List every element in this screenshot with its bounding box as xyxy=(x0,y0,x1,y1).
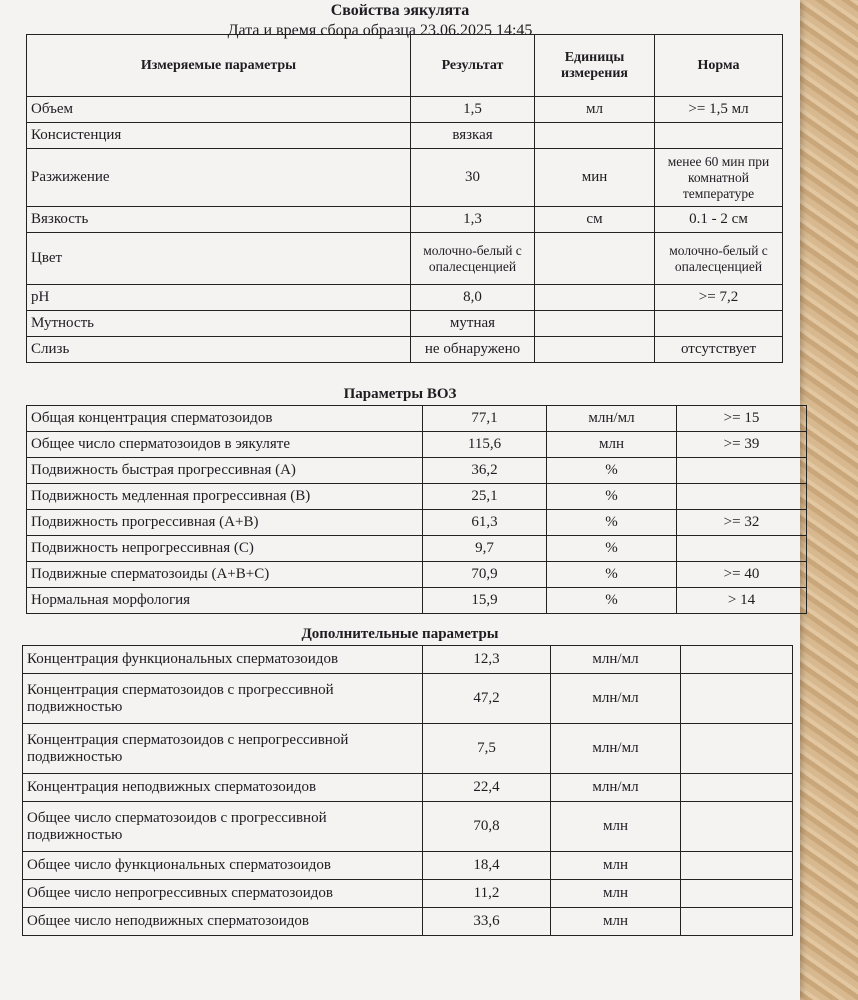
extra-row xyxy=(23,908,793,936)
result-cell: 70,9 xyxy=(423,562,547,588)
header-units: Единицы измерения xyxy=(535,35,655,97)
param-cell: Подвижность быстрая прогрессивная (A) xyxy=(27,458,423,484)
param-cell: Мутность xyxy=(27,311,411,337)
units-cell: % xyxy=(547,562,677,588)
param-cell: Подвижность медленная прогрессивная (B) xyxy=(27,484,423,510)
properties-table xyxy=(26,34,783,363)
result-cell: молочно-белый с опалесценцией xyxy=(411,233,535,285)
result-cell: 11,2 xyxy=(423,880,551,908)
param-cell: Общее число функциональных сперматозоидов xyxy=(23,852,423,880)
units-cell: млн/мл xyxy=(551,724,681,774)
norm-cell: >= 32 xyxy=(677,510,807,536)
property-row xyxy=(27,233,783,285)
extra-row xyxy=(23,774,793,802)
result-cell: 25,1 xyxy=(423,484,547,510)
who-row xyxy=(27,510,807,536)
units-cell: % xyxy=(547,458,677,484)
extra-row xyxy=(23,724,793,774)
extra-table xyxy=(22,645,793,936)
units-cell xyxy=(535,233,655,285)
param-cell: Разжижение xyxy=(27,149,411,207)
result-cell: 12,3 xyxy=(423,646,551,674)
units-cell: % xyxy=(547,484,677,510)
units-cell xyxy=(535,311,655,337)
extra-section-title: Дополнительные параметры xyxy=(301,626,499,642)
who-row xyxy=(27,588,807,614)
units-cell: % xyxy=(547,588,677,614)
property-row xyxy=(27,123,783,149)
param-cell: Концентрация функциональных сперматозоидов xyxy=(23,646,423,674)
result-cell: 1,3 xyxy=(411,207,535,233)
extra-row xyxy=(23,802,793,852)
norm-cell xyxy=(677,484,807,510)
units-cell: млн xyxy=(547,432,677,458)
result-cell: 47,2 xyxy=(423,674,551,724)
norm-cell xyxy=(681,802,793,852)
norm-cell xyxy=(681,724,793,774)
param-cell: Концентрация сперматозоидов с прогрессивной подвижностью xyxy=(23,674,423,724)
property-row xyxy=(27,337,783,363)
who-row xyxy=(27,484,807,510)
extra-row xyxy=(23,880,793,908)
units-cell: млн xyxy=(551,852,681,880)
norm-cell: >= 7,2 xyxy=(655,285,783,311)
who-row xyxy=(27,432,807,458)
param-cell: Цвет xyxy=(27,233,411,285)
param-cell: Общая концентрация сперматозоидов xyxy=(27,406,423,432)
result-cell: 7,5 xyxy=(423,724,551,774)
norm-cell xyxy=(677,536,807,562)
header-norm: Норма xyxy=(655,35,783,97)
who-row xyxy=(27,458,807,484)
property-row xyxy=(27,97,783,123)
norm-cell: 0.1 - 2 см xyxy=(655,207,783,233)
who-row xyxy=(27,536,807,562)
result-cell: 9,7 xyxy=(423,536,547,562)
result-cell: 61,3 xyxy=(423,510,547,536)
property-row xyxy=(27,149,783,207)
param-cell: Подвижные сперматозоиды (A+B+C) xyxy=(27,562,423,588)
result-cell: 30 xyxy=(411,149,535,207)
norm-cell: >= 40 xyxy=(677,562,807,588)
units-cell: мин xyxy=(535,149,655,207)
header-param: Измеряемые параметры xyxy=(27,35,411,97)
param-cell: Нормальная морфология xyxy=(27,588,423,614)
norm-cell xyxy=(681,646,793,674)
norm-cell xyxy=(681,908,793,936)
units-cell: млн/мл xyxy=(551,674,681,724)
norm-cell xyxy=(681,774,793,802)
result-cell: 15,9 xyxy=(423,588,547,614)
units-cell: млн xyxy=(551,802,681,852)
norm-cell: >= 15 xyxy=(677,406,807,432)
result-cell: 36,2 xyxy=(423,458,547,484)
result-cell: 22,4 xyxy=(423,774,551,802)
report-title: Свойства эякулята xyxy=(330,2,470,19)
result-cell: 77,1 xyxy=(423,406,547,432)
param-cell: Концентрация неподвижных сперматозоидов xyxy=(23,774,423,802)
param-cell: Объем xyxy=(27,97,411,123)
property-row xyxy=(27,311,783,337)
result-cell: 8,0 xyxy=(411,285,535,311)
units-cell: млн xyxy=(551,880,681,908)
result-cell: 1,5 xyxy=(411,97,535,123)
param-cell: Подвижность непрогрессивная (C) xyxy=(27,536,423,562)
result-cell: 33,6 xyxy=(423,908,551,936)
norm-cell: >= 39 xyxy=(677,432,807,458)
norm-cell: молочно-белый с опалесценцией xyxy=(655,233,783,285)
param-cell: pH xyxy=(27,285,411,311)
result-cell: вязкая xyxy=(411,123,535,149)
sample-datetime: Дата и время сбора образца 23.06.2025 14:45 xyxy=(227,22,533,39)
norm-cell: > 14 xyxy=(677,588,807,614)
norm-cell: отсутствует xyxy=(655,337,783,363)
units-cell xyxy=(535,285,655,311)
param-cell: Общее число сперматозоидов с прогрессивной подвижностью xyxy=(23,802,423,852)
norm-cell xyxy=(655,311,783,337)
units-cell: млн/мл xyxy=(551,774,681,802)
result-cell: 70,8 xyxy=(423,802,551,852)
units-cell: млн xyxy=(551,908,681,936)
header-result: Результат xyxy=(411,35,535,97)
units-cell xyxy=(535,337,655,363)
norm-cell xyxy=(681,880,793,908)
norm-cell: >= 1,5 мл xyxy=(655,97,783,123)
norm-cell xyxy=(655,123,783,149)
norm-cell xyxy=(681,852,793,880)
param-cell: Общее число неподвижных сперматозоидов xyxy=(23,908,423,936)
param-cell: Вязкость xyxy=(27,207,411,233)
param-cell: Общее число сперматозоидов в эякуляте xyxy=(27,432,423,458)
units-cell: млн/мл xyxy=(551,646,681,674)
param-cell: Общее число непрогрессивных сперматозоидов xyxy=(23,880,423,908)
param-cell: Консистенция xyxy=(27,123,411,149)
who-row xyxy=(27,406,807,432)
result-cell: 18,4 xyxy=(423,852,551,880)
result-cell: 115,6 xyxy=(423,432,547,458)
param-cell: Слизь xyxy=(27,337,411,363)
property-row xyxy=(27,207,783,233)
param-cell: Подвижность прогрессивная (A+B) xyxy=(27,510,423,536)
units-cell: см xyxy=(535,207,655,233)
who-section-title: Параметры ВОЗ xyxy=(343,386,457,402)
units-cell xyxy=(535,123,655,149)
units-cell: % xyxy=(547,536,677,562)
units-cell: % xyxy=(547,510,677,536)
norm-cell: менее 60 мин при комнатной температуре xyxy=(655,149,783,207)
result-cell: не обнаружено xyxy=(411,337,535,363)
who-table xyxy=(26,405,807,614)
extra-row xyxy=(23,646,793,674)
units-cell: мл xyxy=(535,97,655,123)
norm-cell xyxy=(677,458,807,484)
extra-row xyxy=(23,674,793,724)
norm-cell xyxy=(681,674,793,724)
property-row xyxy=(27,285,783,311)
param-cell: Концентрация сперматозоидов с непрогрессивной подвижностью xyxy=(23,724,423,774)
result-cell: мутная xyxy=(411,311,535,337)
extra-row xyxy=(23,852,793,880)
who-row xyxy=(27,562,807,588)
units-cell: млн/мл xyxy=(547,406,677,432)
